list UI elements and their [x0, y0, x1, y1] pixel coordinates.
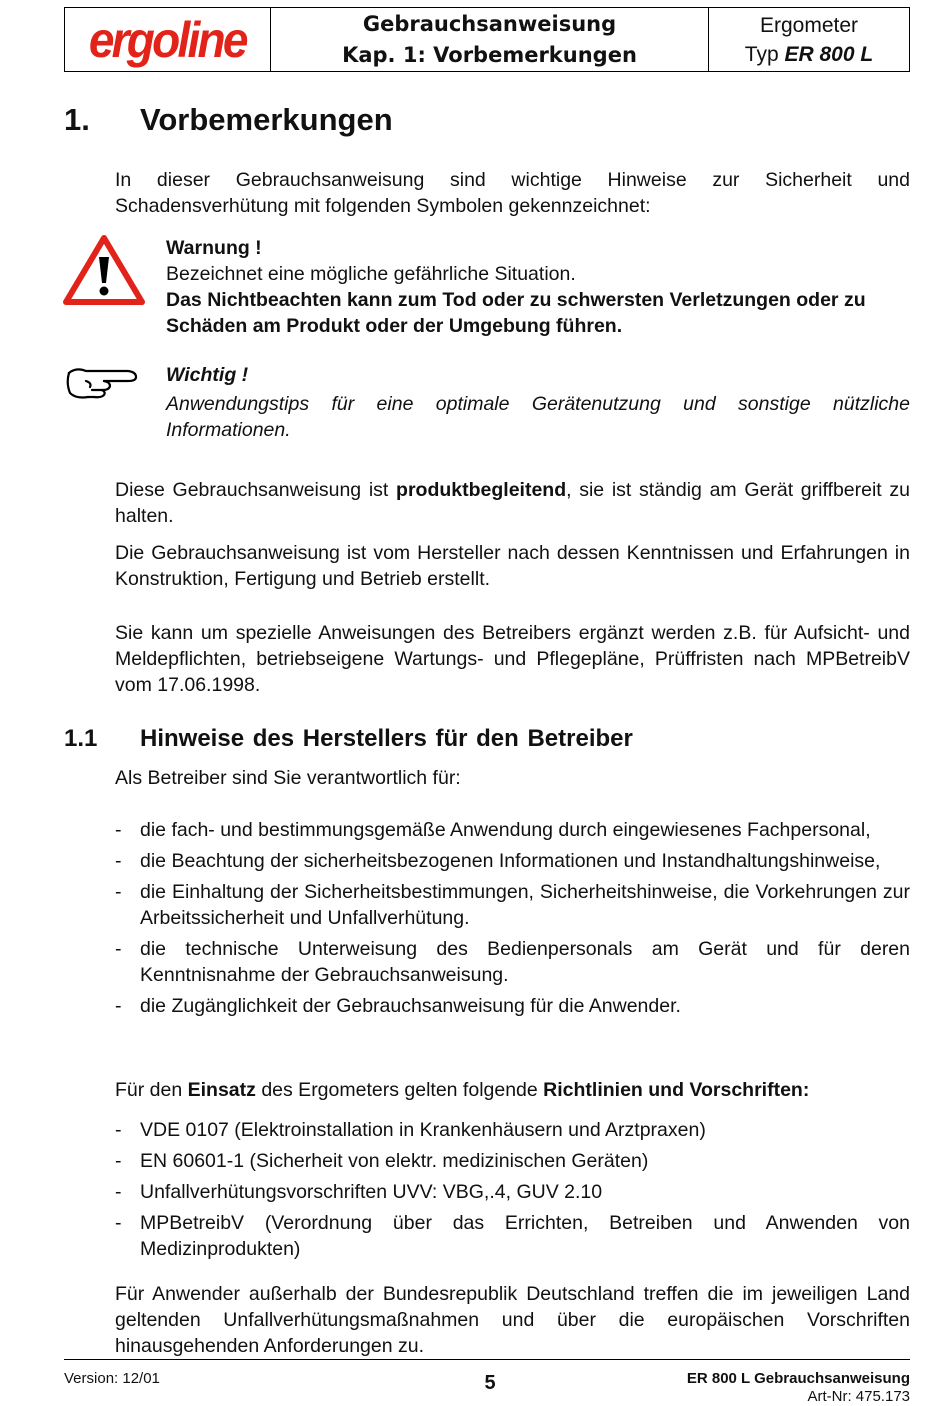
- subsection-number: 1.1: [64, 725, 98, 752]
- paragraph-product-pre: Diese Gebrauchsanweisung ist: [115, 479, 397, 501]
- warning-bold-text: Das Nichtbeachten kann zum Tod oder zu schwersten Verletzungen oder zu Schäden am Produkt oder der Umgebung führen.: [166, 289, 866, 337]
- section-heading: [64, 102, 393, 138]
- important-block: [166, 362, 910, 443]
- paragraph-product-bold: produktbegleitend: [396, 479, 567, 501]
- pointing-hand-icon: [66, 365, 140, 401]
- subsection-title: Hinweise des Herstellers für den Betreiber: [140, 725, 633, 752]
- responsible-intro: Als Betreiber sind Sie verantwortlich für:: [115, 767, 461, 789]
- list-item: - die Einhaltung der Sicherheitsbestimmungen, Sicherheitshinweise, die Vorkehrungen zur Arbeitssicherheit und Unfallverhütung.: [115, 879, 910, 931]
- footer-article: Art-Nr: 475.173: [807, 1388, 910, 1405]
- logo-text: ergoline: [89, 11, 246, 68]
- header-chapter: Kap. 1: Vorbemerkungen: [342, 43, 637, 67]
- header-device-block: [709, 8, 909, 71]
- list-item: - die Zugänglichkeit der Gebrauchsanweisung für die Anwender.: [115, 993, 910, 1019]
- paragraph-product: [115, 477, 910, 529]
- section-number: 1.: [64, 102, 90, 137]
- warning-text: Bezeichnet eine mögliche gefährliche Situation.: [166, 263, 576, 285]
- list-item: - EN 60601-1 (Sicherheit von elektr. medizinischen Geräten): [115, 1148, 910, 1174]
- list-item: - VDE 0107 (Elektroinstallation in Krankenhäusern und Arztpraxen): [115, 1117, 910, 1143]
- usage-bold-1: Einsatz: [187, 1079, 256, 1101]
- closing-paragraph: Für Anwender außerhalb der Bundesrepublik Deutschland treffen die im jeweiligen Land geltenden Unfallverhütungsmaßnahmen und über die europäischen Vorschriften hinausgehenden Anforderungen zu.: [115, 1283, 910, 1357]
- header-device-label: Ergometer: [759, 14, 859, 37]
- paragraph-product-post: , sie ist ständig am Gerät griffbereit zu halten.: [115, 479, 910, 527]
- list-item: - die Beachtung der sicherheitsbezogenen Informationen und Instandhaltungshinweise,: [115, 848, 910, 874]
- section-title: Vorbemerkungen: [140, 102, 393, 137]
- usage-bold-2: Richtlinien und Vorschriften:: [543, 1079, 810, 1101]
- paragraph-manufacturer: Die Gebrauchsanweisung ist vom Hersteller nach dessen Kenntnissen und Erfahrungen in Konstruktion, Fertigung und Betrieb erstellt.: [115, 542, 910, 590]
- header-type: [709, 40, 909, 69]
- warning-block: [166, 235, 910, 339]
- intro-paragraph: In dieser Gebrauchsanweisung sind wichtige Hinweise zur Sicherheit und Schadensverhütung mit folgenden Symbolen gekennzeichnet:: [115, 169, 910, 217]
- list-item: - die technische Unterweisung des Bedienpersonals am Gerät und für deren Kenntnisnahme der Gebrauchsanweisung.: [115, 936, 910, 988]
- warning-triangle-icon: [63, 235, 145, 305]
- footer-doc: ER 800 L Gebrauchsanweisung: [686, 1370, 910, 1387]
- header-title: Gebrauchsanweisung: [362, 12, 617, 36]
- logo: [65, 8, 271, 71]
- list-item: - MPBetreibV (Verordnung über das Errichten, Betreiben und Anwenden von Medizinprodukten): [115, 1210, 910, 1262]
- usage-paragraph: [115, 1077, 910, 1103]
- important-text: Anwendungstips für eine optimale Gerätenutzung und sonstige nützliche Informationen.: [166, 393, 910, 441]
- page-header: [64, 7, 910, 72]
- header-title-block: [271, 8, 709, 71]
- important-title: Wichtig !: [166, 364, 249, 386]
- regulation-list: [115, 1117, 910, 1267]
- header-type-value: ER 800 L: [784, 43, 874, 66]
- list-item: - Unfallverhütungsvorschriften UVV: VBG,.4, GUV 2.10: [115, 1179, 910, 1205]
- list-item: - die fach- und bestimmungsgemäße Anwendung durch eingewiesenes Fachpersonal,: [115, 817, 910, 843]
- warning-title: Warnung !: [166, 237, 262, 259]
- footer-divider: [64, 1359, 910, 1360]
- usage-mid: des Ergometers gelten folgende: [255, 1079, 544, 1101]
- usage-pre: Für den: [115, 1079, 188, 1101]
- responsibility-list: [115, 817, 910, 1024]
- footer-doc-info: [687, 1370, 910, 1406]
- paragraph-operator: Sie kann um spezielle Anweisungen des Betreibers ergänzt werden z.B. für Aufsicht- und Meldepflichten, betriebseigene Wartungs- und Pflegepläne, Prüffristen nach MPBetreibV vom 17.06.1998.: [115, 622, 910, 696]
- header-type-prefix: Typ: [744, 43, 779, 66]
- page-number: 5: [484, 1372, 496, 1394]
- footer-version: Version: 12/01: [64, 1370, 160, 1387]
- subsection-heading: [64, 725, 633, 753]
